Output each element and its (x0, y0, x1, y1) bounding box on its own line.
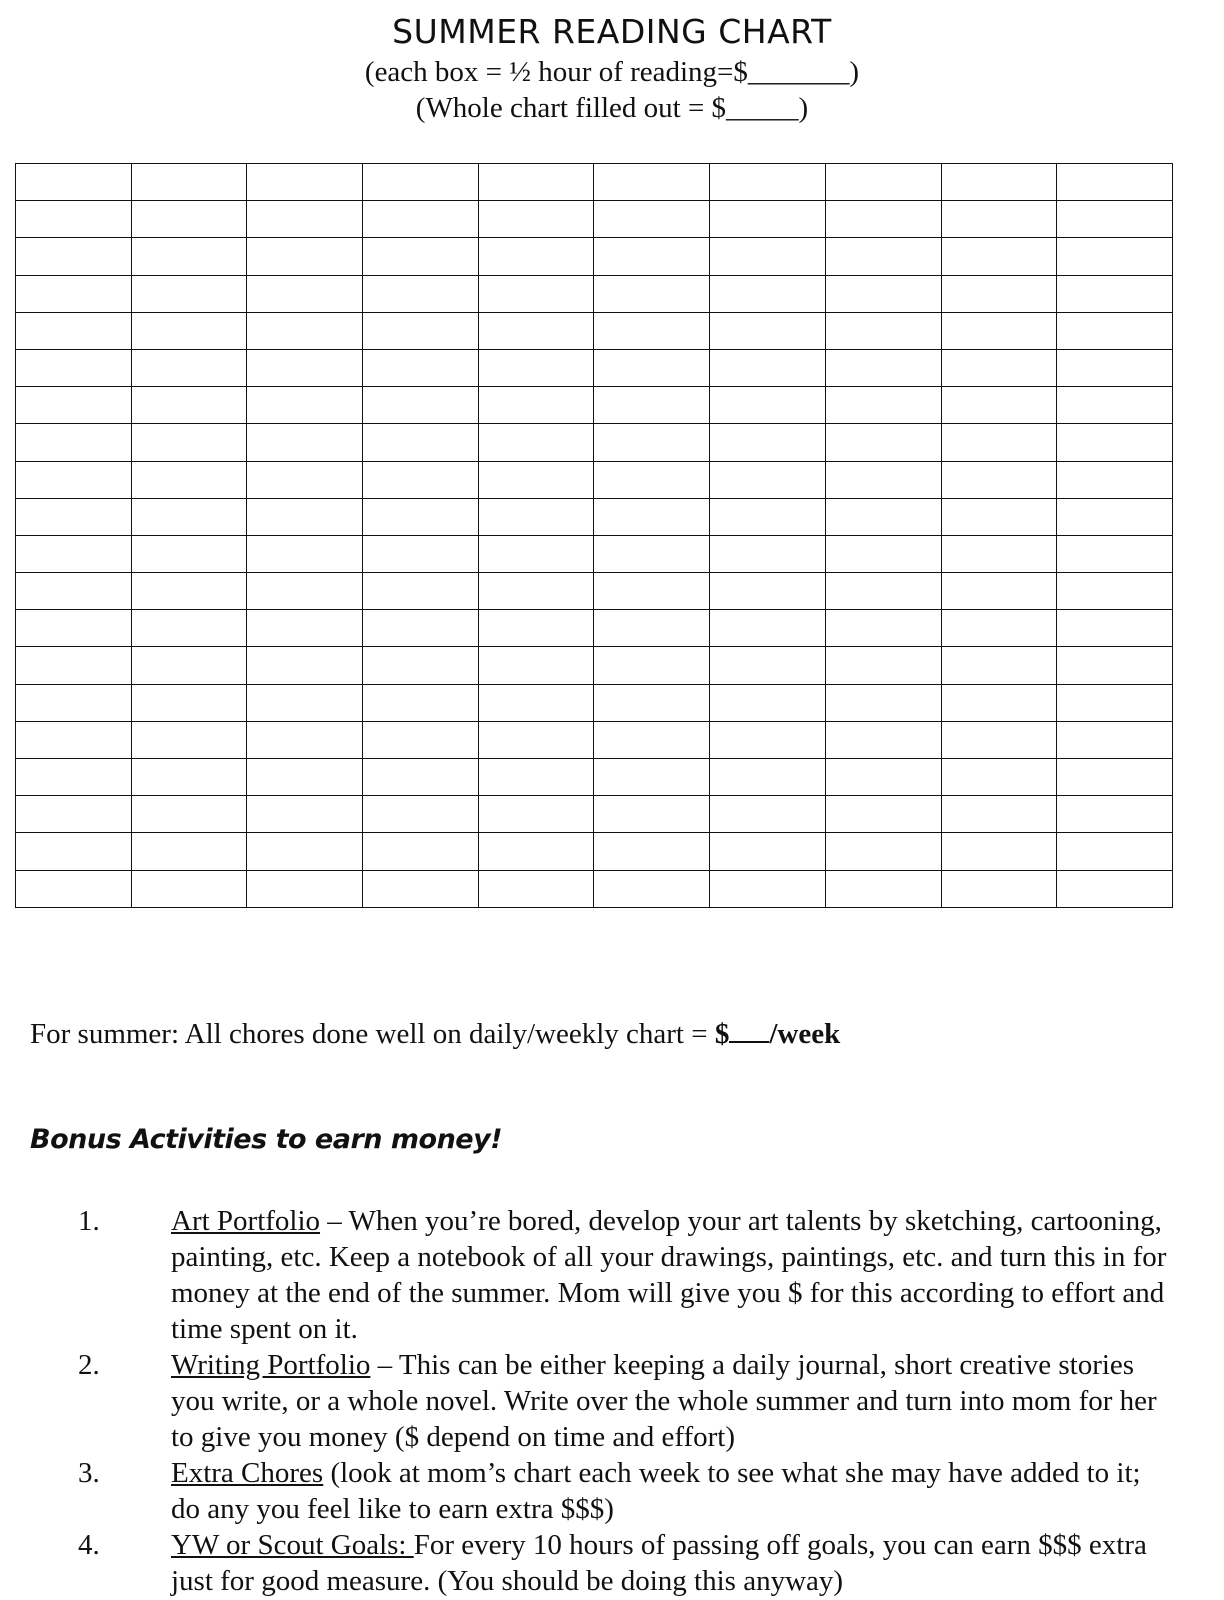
chart-box[interactable] (710, 312, 826, 349)
chart-box[interactable] (363, 833, 479, 870)
chart-box[interactable] (710, 759, 826, 796)
chart-box[interactable] (941, 349, 1057, 386)
chart-box[interactable] (247, 647, 363, 684)
chart-box[interactable] (247, 424, 363, 461)
item-title: Art Portfolio (171, 1205, 321, 1237)
chart-row (16, 424, 1173, 461)
chart-box[interactable] (825, 796, 941, 833)
chart-box[interactable] (363, 647, 479, 684)
chart-box[interactable] (363, 201, 479, 238)
chart-box[interactable] (825, 238, 941, 275)
chart-box[interactable] (363, 721, 479, 758)
chart-box[interactable] (825, 573, 941, 610)
chart-box[interactable] (594, 164, 710, 201)
chart-box[interactable] (16, 349, 132, 386)
chart-box[interactable] (363, 275, 479, 312)
item-text: (look at mom’s chart each week to see what she may have added to it; do any you feel like to earn extra $$$) (171, 1457, 1141, 1525)
chart-box[interactable] (1057, 201, 1173, 238)
reading-chart-grid (15, 163, 1173, 908)
chart-box[interactable] (594, 721, 710, 758)
chart-box[interactable] (1057, 759, 1173, 796)
chart-box[interactable] (247, 833, 363, 870)
box-value-line: (each box = ½ hour of reading=$_______) (364, 56, 860, 88)
chart-box[interactable] (16, 238, 132, 275)
chart-box[interactable] (594, 349, 710, 386)
chart-box[interactable] (16, 424, 132, 461)
chart-box[interactable] (941, 684, 1057, 721)
chart-box[interactable] (941, 387, 1057, 424)
chores-line (30, 1018, 840, 1051)
chart-box[interactable] (594, 535, 710, 572)
chart-box[interactable] (247, 759, 363, 796)
chart-box[interactable] (247, 238, 363, 275)
chart-box[interactable] (825, 312, 941, 349)
item-number: 1. (78, 1205, 100, 1237)
chart-row (16, 201, 1173, 238)
chart-box[interactable] (131, 684, 247, 721)
chart-box[interactable] (710, 535, 826, 572)
chart-box[interactable] (941, 573, 1057, 610)
chart-box[interactable] (478, 201, 594, 238)
list-item (0, 1203, 1224, 1347)
chart-box[interactable] (363, 684, 479, 721)
page-title: SUMMER READING CHART (392, 12, 832, 51)
chart-box[interactable] (247, 870, 363, 907)
chart-box[interactable] (363, 461, 479, 498)
chart-box[interactable] (710, 387, 826, 424)
chart-box[interactable] (247, 498, 363, 535)
chart-box[interactable] (941, 721, 1057, 758)
chart-box[interactable] (478, 312, 594, 349)
list-item (0, 1347, 1224, 1455)
item-title: YW or Scout Goals: (171, 1529, 414, 1561)
chart-box[interactable] (247, 684, 363, 721)
chart-box[interactable] (710, 870, 826, 907)
chart-box[interactable] (247, 275, 363, 312)
chart-box[interactable] (594, 201, 710, 238)
chart-box[interactable] (363, 164, 479, 201)
chart-box[interactable] (16, 721, 132, 758)
chart-box[interactable] (478, 610, 594, 647)
chart-box[interactable] (594, 387, 710, 424)
chart-box[interactable] (710, 498, 826, 535)
chart-box[interactable] (131, 387, 247, 424)
chart-box[interactable] (247, 573, 363, 610)
chart-box[interactable] (363, 498, 479, 535)
chart-box[interactable] (363, 349, 479, 386)
item-text: For every 10 hours of passing off goals, you can earn $$$ extra just for good measure. (You should be doing this anyway) (171, 1529, 1147, 1597)
chart-box[interactable] (131, 610, 247, 647)
chart-box[interactable] (710, 610, 826, 647)
chart-row (16, 870, 1173, 907)
chart-box[interactable] (825, 498, 941, 535)
chart-box[interactable] (710, 647, 826, 684)
chart-box[interactable] (594, 573, 710, 610)
chart-box[interactable] (825, 201, 941, 238)
chart-box[interactable] (1057, 573, 1173, 610)
bonus-activity-list (0, 1203, 1224, 1599)
chart-box[interactable] (710, 238, 826, 275)
chart-box[interactable] (16, 387, 132, 424)
chart-box[interactable] (131, 201, 247, 238)
chart-box[interactable] (363, 535, 479, 572)
chart-box[interactable] (131, 461, 247, 498)
chart-box[interactable] (1057, 312, 1173, 349)
chart-box[interactable] (825, 759, 941, 796)
chart-box[interactable] (710, 164, 826, 201)
chart-box[interactable] (131, 535, 247, 572)
chart-box[interactable] (247, 610, 363, 647)
chart-row (16, 535, 1173, 572)
item-text: – This can be either keeping a daily journal, short creative stories you write, or a whole novel. Write over the whole summer and turn into mom for her to give you money ($ depend on time and effort) (171, 1349, 1157, 1453)
chart-box[interactable] (825, 164, 941, 201)
chart-box[interactable] (710, 201, 826, 238)
item-number: 2. (78, 1349, 100, 1381)
chart-box[interactable] (1057, 647, 1173, 684)
chart-box[interactable] (247, 201, 363, 238)
chart-row (16, 610, 1173, 647)
chart-box[interactable] (131, 238, 247, 275)
chart-box[interactable] (16, 312, 132, 349)
chart-row (16, 238, 1173, 275)
chart-box[interactable] (1057, 461, 1173, 498)
list-item (0, 1527, 1224, 1599)
chart-box[interactable] (131, 498, 247, 535)
chart-box[interactable] (594, 610, 710, 647)
chart-box[interactable] (594, 833, 710, 870)
chart-box[interactable] (710, 833, 826, 870)
chart-box[interactable] (1057, 498, 1173, 535)
chart-box[interactable] (710, 424, 826, 461)
chart-box[interactable] (1057, 684, 1173, 721)
chart-box[interactable] (363, 238, 479, 275)
chart-row (16, 796, 1173, 833)
chart-box[interactable] (1057, 870, 1173, 907)
chart-box[interactable] (825, 870, 941, 907)
chart-box[interactable] (131, 870, 247, 907)
chart-box[interactable] (825, 647, 941, 684)
bonus-heading: Bonus Activities to earn money! (30, 1124, 503, 1155)
chart-box[interactable] (16, 573, 132, 610)
chart-box[interactable] (710, 573, 826, 610)
chart-box[interactable] (478, 573, 594, 610)
chart-box[interactable] (710, 275, 826, 312)
chart-box[interactable] (247, 349, 363, 386)
chart-row (16, 684, 1173, 721)
chart-box[interactable] (594, 275, 710, 312)
chart-box[interactable] (363, 610, 479, 647)
whole-chart-value-line: (Whole chart filled out = $_____) (415, 92, 809, 124)
chart-box[interactable] (594, 461, 710, 498)
chart-box[interactable] (941, 312, 1057, 349)
chart-box[interactable] (478, 833, 594, 870)
chores-per-week: /week (769, 1018, 841, 1050)
chart-box[interactable] (478, 759, 594, 796)
chart-box[interactable] (1057, 796, 1173, 833)
chores-text: For summer: All chores done well on daily/weekly chart = (30, 1018, 715, 1050)
chart-box[interactable] (941, 610, 1057, 647)
chart-box[interactable] (825, 387, 941, 424)
chart-box[interactable] (941, 164, 1057, 201)
item-title: Writing Portfolio (171, 1349, 371, 1381)
item-title: Extra Chores (171, 1457, 324, 1489)
chart-box[interactable] (941, 461, 1057, 498)
chart-box[interactable] (131, 312, 247, 349)
chart-box[interactable] (941, 647, 1057, 684)
chart-box[interactable] (825, 461, 941, 498)
chart-box[interactable] (478, 164, 594, 201)
chart-box[interactable] (941, 201, 1057, 238)
chart-box[interactable] (478, 424, 594, 461)
chart-box[interactable] (131, 721, 247, 758)
chart-box[interactable] (16, 684, 132, 721)
chart-box[interactable] (825, 684, 941, 721)
chart-box[interactable] (247, 387, 363, 424)
chart-box[interactable] (478, 796, 594, 833)
chart-box[interactable] (710, 461, 826, 498)
chart-box[interactable] (16, 610, 132, 647)
chart-box[interactable] (825, 349, 941, 386)
chart-row (16, 647, 1173, 684)
chart-box[interactable] (594, 312, 710, 349)
chart-box[interactable] (1057, 424, 1173, 461)
chart-box[interactable] (131, 349, 247, 386)
chart-box[interactable] (16, 498, 132, 535)
chart-box[interactable] (710, 349, 826, 386)
chart-box[interactable] (363, 796, 479, 833)
chart-box[interactable] (478, 647, 594, 684)
chart-box[interactable] (825, 610, 941, 647)
chart-box[interactable] (941, 870, 1057, 907)
chart-box[interactable] (16, 275, 132, 312)
chart-row (16, 573, 1173, 610)
chart-box[interactable] (1057, 238, 1173, 275)
chart-box[interactable] (594, 238, 710, 275)
chart-box[interactable] (131, 275, 247, 312)
chart-box[interactable] (16, 870, 132, 907)
chart-box[interactable] (16, 535, 132, 572)
chart-box[interactable] (363, 573, 479, 610)
chart-box[interactable] (1057, 387, 1173, 424)
chart-box[interactable] (941, 498, 1057, 535)
chart-box[interactable] (16, 647, 132, 684)
chart-box[interactable] (363, 759, 479, 796)
chart-row (16, 164, 1173, 201)
chart-box[interactable] (825, 535, 941, 572)
chart-box[interactable] (1057, 164, 1173, 201)
chart-box[interactable] (16, 796, 132, 833)
chart-box[interactable] (594, 870, 710, 907)
chart-box[interactable] (941, 238, 1057, 275)
chart-row (16, 833, 1173, 870)
chart-box[interactable] (247, 461, 363, 498)
chart-box[interactable] (941, 796, 1057, 833)
chart-row (16, 349, 1173, 386)
chart-box[interactable] (478, 498, 594, 535)
chart-box[interactable] (941, 759, 1057, 796)
chart-box[interactable] (478, 349, 594, 386)
chart-box[interactable] (941, 535, 1057, 572)
chart-box[interactable] (594, 684, 710, 721)
chart-row (16, 721, 1173, 758)
chart-box[interactable] (1057, 535, 1173, 572)
chart-row (16, 312, 1173, 349)
chart-box[interactable] (131, 164, 247, 201)
item-number: 3. (78, 1457, 100, 1489)
chart-box[interactable] (478, 238, 594, 275)
chart-box[interactable] (363, 870, 479, 907)
chart-box[interactable] (941, 275, 1057, 312)
chart-box[interactable] (1057, 833, 1173, 870)
chart-row (16, 498, 1173, 535)
chart-box[interactable] (478, 721, 594, 758)
chart-box[interactable] (710, 684, 826, 721)
chart-box[interactable] (594, 647, 710, 684)
chart-box[interactable] (1057, 721, 1173, 758)
chart-box[interactable] (478, 684, 594, 721)
chart-box[interactable] (247, 535, 363, 572)
chart-box[interactable] (825, 833, 941, 870)
item-text: – When you’re bored, develop your art talents by sketching, cartooning, painting, etc. Keep a notebook of all your drawings, paintings, etc. and turn this in for money at the end of the summer. Mom will give you $ for this according to effort and time spent on it. (171, 1205, 1167, 1345)
chart-box[interactable] (941, 833, 1057, 870)
chart-box[interactable] (594, 796, 710, 833)
chart-box[interactable] (363, 312, 479, 349)
chart-box[interactable] (131, 796, 247, 833)
chores-dollar: $ (714, 1018, 730, 1050)
chart-box[interactable] (131, 424, 247, 461)
chart-box[interactable] (247, 796, 363, 833)
chart-box[interactable] (363, 387, 479, 424)
chart-box[interactable] (478, 275, 594, 312)
chart-box[interactable] (16, 759, 132, 796)
chart-box[interactable] (941, 424, 1057, 461)
chart-box[interactable] (710, 721, 826, 758)
chores-blank[interactable] (729, 1019, 769, 1043)
chart-row (16, 275, 1173, 312)
chart-box[interactable] (16, 833, 132, 870)
chart-box[interactable] (16, 461, 132, 498)
chart-box[interactable] (131, 573, 247, 610)
chart-box[interactable] (363, 424, 479, 461)
chart-row (16, 387, 1173, 424)
chart-box[interactable] (247, 164, 363, 201)
chart-box[interactable] (478, 387, 594, 424)
chart-box[interactable] (1057, 610, 1173, 647)
chart-box[interactable] (825, 721, 941, 758)
chart-box[interactable] (478, 535, 594, 572)
chart-box[interactable] (825, 424, 941, 461)
chart-box[interactable] (594, 759, 710, 796)
chart-box[interactable] (710, 796, 826, 833)
chart-row (16, 461, 1173, 498)
chart-box[interactable] (247, 721, 363, 758)
list-item (0, 1455, 1224, 1527)
chart-box[interactable] (594, 498, 710, 535)
chart-box[interactable] (478, 870, 594, 907)
chart-box[interactable] (478, 461, 594, 498)
chart-box[interactable] (131, 647, 247, 684)
chart-box[interactable] (131, 759, 247, 796)
chart-box[interactable] (247, 312, 363, 349)
chart-box[interactable] (1057, 275, 1173, 312)
chart-box[interactable] (16, 164, 132, 201)
chart-box[interactable] (825, 275, 941, 312)
chart-box[interactable] (594, 424, 710, 461)
chart-box[interactable] (16, 201, 132, 238)
chart-box[interactable] (131, 833, 247, 870)
chart-box[interactable] (1057, 349, 1173, 386)
chart-row (16, 759, 1173, 796)
item-number: 4. (78, 1529, 100, 1561)
